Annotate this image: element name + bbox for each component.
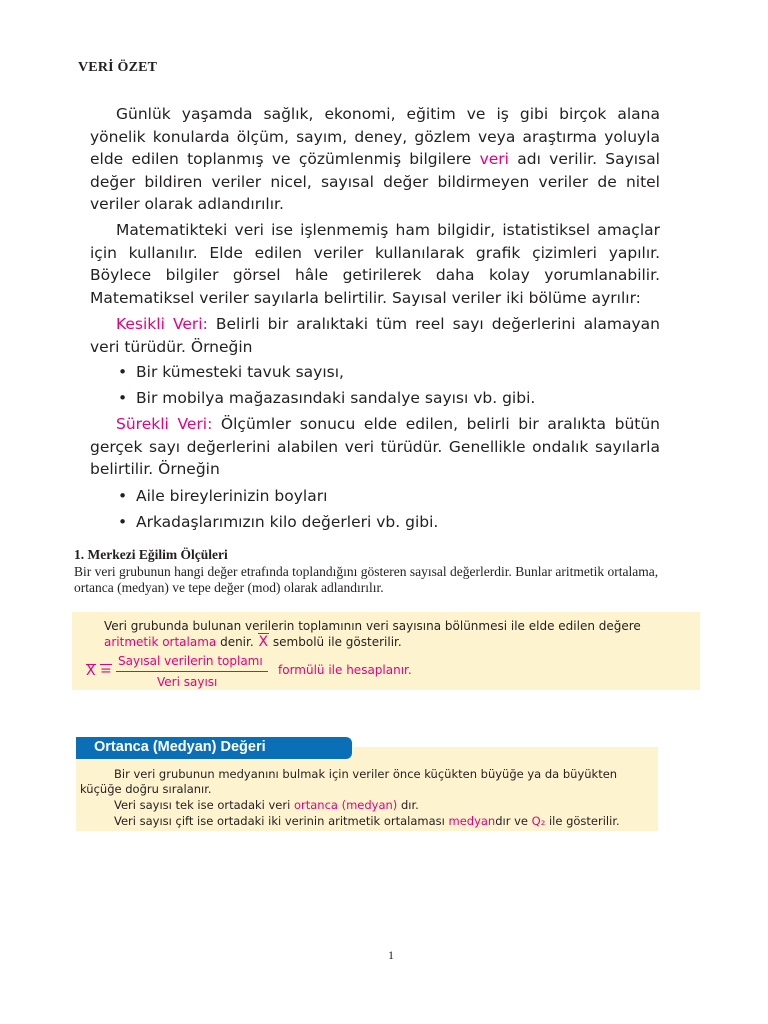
list-item: • Arkadaşlarımızın kilo değerleri vb. gibi.: [118, 509, 438, 535]
surekli-text: Ölçümler sonucu elde edilen, belirli bir aralıkta bütün gerçek sayı değerlerini alabilen veri türüdür. Genellikle ondalık sayılarla belirtilir. Örneğin: [90, 415, 660, 478]
kesikli-text: Belirli bir aralıktaki tüm reel sayı değerlerini alamayan veri türüdür. Örneğin: [90, 315, 660, 356]
median-line2: [114, 797, 419, 813]
median-line3-text-2: dır ve: [495, 814, 532, 828]
math-data-paragraph: Matematikteki veri ise işlenmemiş ham bilgidir, istatistiksel amaçlar için kullanılır. Elde edilen veriler kullanılarak grafik çizimleri yapılır. Böylece bilgiler görsel hâle getirilerek daha kolay yorumlanabilir. Matematiksel veriler sayılarla belirtilir. Sayısal veriler iki bölüme ayrılır:: [90, 221, 660, 307]
list-item: • Bir mobilya mağazasındaki sandalye sayısı vb. gibi.: [118, 385, 535, 411]
mean-def-text: Veri grubunda bulunan verilerin toplamının veri sayısına bölünmesi ile elde edilen değere: [104, 619, 641, 633]
x-bar-symbol: X: [258, 634, 269, 650]
surekli-examples-list: [118, 483, 438, 535]
median-line1: Bir veri grubunun medyanını bulmak için veriler önce küçükten büyüğe ya da büyükten küçüğe doğru sıralanır.: [80, 767, 618, 796]
veri-term: veri: [479, 150, 509, 168]
formula-denominator: Veri sayısı: [157, 675, 218, 689]
kesikli-examples-list: [118, 359, 535, 411]
mean-def-text-3: sembolü ile gösterilir.: [269, 635, 402, 649]
intro-text-part2: adı verilir. Sayısal değer bildiren veriler nicel, sayısal değer bildirmeyen veriler de nitel veriler olarak adlandırılır.: [90, 150, 660, 213]
section-description: Bir veri grubunun hangi değer etrafında toplandığını gösteren sayısal değerlerdir. Bunlar aritmetik ortalama, ortanca (medyan) ve tepe değer (mod) olarak adlandırılır.: [74, 564, 659, 595]
kesikli-paragraph: [90, 313, 660, 358]
median-line2-text-2: dır.: [397, 798, 419, 812]
surekli-paragraph: [90, 413, 660, 481]
mean-definition: [104, 618, 694, 650]
formula-equals: =: [100, 663, 112, 679]
list-item: • Aile bireylerinizin boyları: [118, 483, 438, 509]
median-tab-label: Ortanca (Medyan) Değeri: [94, 739, 266, 755]
kesikli-label: Kesikli Veri:: [116, 315, 208, 333]
ortanca-term: ortanca (medyan): [293, 798, 398, 812]
aritmetik-ortalama-term: aritmetik ortalama: [104, 635, 217, 649]
intro-text-part1: Günlük yaşamda sağlık, ekonomi, eğitim ve iş gibi birçok alana yönelik konularda ölçüm, sayım, deney, gözlem veya araştırma yoluyla elde edilen toplanmış ve çözümlenmiş bilgilere: [90, 105, 660, 168]
formula-x-bar: X: [86, 663, 96, 679]
document-title: VERİ ÖZET: [78, 60, 158, 75]
median-line3-text: Veri sayısı çift ise ortadaki iki verinin aritmetik ortalaması: [114, 814, 449, 828]
q2-symbol: Q₂: [531, 814, 546, 828]
intro-paragraph: [90, 103, 660, 216]
median-line2-text: Veri sayısı tek ise ortadaki veri: [114, 798, 294, 812]
median-line3: [114, 813, 620, 829]
median-line3-text-3: ile gösterilir.: [545, 814, 620, 828]
list-item: • Bir kümesteki tavuk sayısı,: [118, 359, 535, 385]
mean-def-text-2: denir.: [216, 635, 254, 649]
formula-note: formülü ile hesaplanır.: [278, 663, 412, 677]
medyan-term: medyan: [448, 814, 496, 828]
section-heading: 1. Merkezi Eğilim Ölçüleri: [74, 547, 228, 562]
fraction-line: [116, 671, 268, 672]
formula-numerator: Sayısal verilerin toplamı: [118, 654, 263, 668]
surekli-label: Sürekli Veri:: [116, 415, 213, 433]
page-number: 1: [388, 948, 394, 962]
